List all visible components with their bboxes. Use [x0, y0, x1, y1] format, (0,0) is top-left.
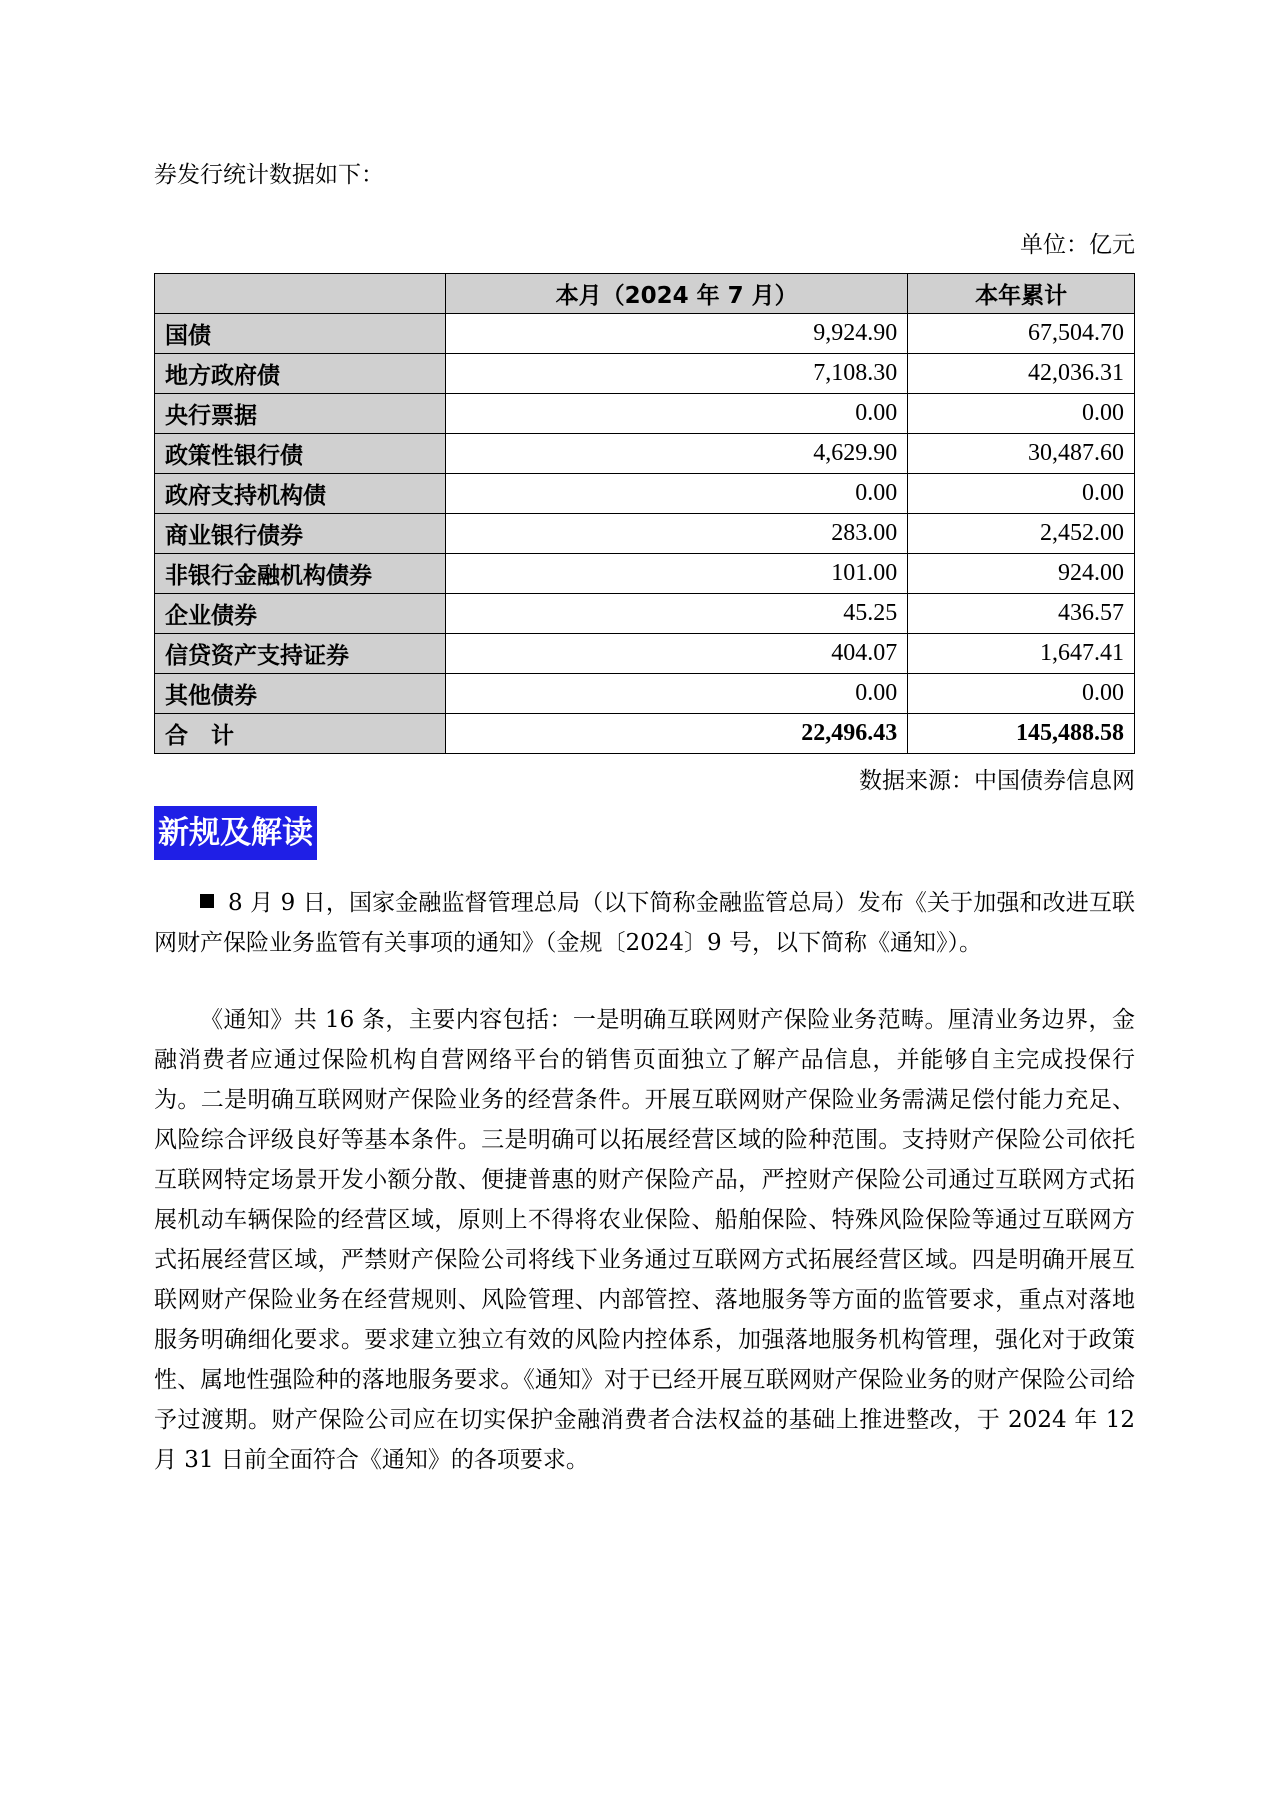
paragraph-text: 8 月 9 日，国家金融监督管理总局（以下简称金融监管总局）发布《关于加强和改进互联网财产保险业务监管有关事项的通知》（金规〔2024〕9 号，以下简称《通知》）。: [154, 890, 1135, 956]
row-label: 信贷资产支持证券: [155, 634, 446, 674]
row-month-value: 404.07: [446, 634, 908, 674]
row-ytd-value: 67,504.70: [908, 314, 1135, 354]
square-bullet-icon: [200, 894, 214, 908]
table-row: [155, 474, 1135, 514]
header-month: 本月（2024 年 7 月）: [446, 274, 908, 314]
table-header-row: [155, 274, 1135, 314]
row-label: 地方政府债: [155, 354, 446, 394]
header-ytd: 本年累计: [908, 274, 1135, 314]
table-row: [155, 674, 1135, 714]
row-label: 央行票据: [155, 394, 446, 434]
row-month-value: 283.00: [446, 514, 908, 554]
row-ytd-value: 436.57: [908, 594, 1135, 634]
row-month-value: 45.25: [446, 594, 908, 634]
row-label: 政策性银行债: [155, 434, 446, 474]
intro-text: 券发行统计数据如下：: [154, 162, 384, 188]
row-label: 政府支持机构债: [155, 474, 446, 514]
header-corner: [155, 274, 446, 314]
row-ytd-value: 2,452.00: [908, 514, 1135, 554]
news-paragraph: [154, 883, 1135, 963]
row-ytd-value: 0.00: [908, 674, 1135, 714]
table-row: [155, 354, 1135, 394]
row-ytd-value: 0.00: [908, 394, 1135, 434]
row-label: 非银行金融机构债券: [155, 554, 446, 594]
row-month-value: 0.00: [446, 674, 908, 714]
bond-issuance-table: [154, 273, 1135, 754]
row-month-value: 0.00: [446, 394, 908, 434]
detail-paragraph: 《通知》共 16 条，主要内容包括：一是明确互联网财产保险业务范畴。厘清业务边界，金融消费者应通过保险机构自营网络平台的销售页面独立了解产品信息，并能够自主完成投保行为。二是明确互联网财产保险业务的经营条件。开展互联网财产保险业务需满足偿付能力充足、风险综合评级良好等基本条件。三是明确可以拓展经营区域的险种范围。支持财产保险公司依托互联网特定场景开发小额分散、便捷普惠的财产保险产品，严控财产保险公司通过互联网方式拓展机动车辆保险的经营区域，原则上不得将农业保险、船舶保险、特殊风险保险等通过互联网方式拓展经营区域，严禁财产保险公司将线下业务通过互联网方式拓展经营区域。四是明确开展互联网财产保险业务在经营规则、风险管理、内部管控、落地服务等方面的监管要求，重点对落地服务明确细化要求。要求建立独立有效的风险内控体系，加强落地服务机构管理，强化对于政策性、属地性强险种的落地服务要求。《通知》对于已经开展互联网财产保险业务的财产保险公司给予过渡期。财产保险公司应在切实保护金融消费者合法权益的基础上推进整改，于 2024 年 12 月 31 日前全面符合《通知》的各项要求。: [154, 1007, 1135, 1473]
row-month-value: 9,924.90: [446, 314, 908, 354]
row-month-value: 0.00: [446, 474, 908, 514]
table-row: [155, 434, 1135, 474]
table-row: [155, 634, 1135, 674]
row-label: 其他债券: [155, 674, 446, 714]
table-row: [155, 394, 1135, 434]
row-ytd-value: 0.00: [908, 474, 1135, 514]
row-label: 商业银行债券: [155, 514, 446, 554]
row-month-value: 7,108.30: [446, 354, 908, 394]
table-total-row: [155, 714, 1135, 754]
row-ytd-value: 924.00: [908, 554, 1135, 594]
unit-label: 单位：亿元: [1020, 232, 1135, 258]
row-ytd-value: 42,036.31: [908, 354, 1135, 394]
table-row: [155, 514, 1135, 554]
total-month-value: 22,496.43: [446, 714, 908, 754]
total-ytd-value: 145,488.58: [908, 714, 1135, 754]
data-source-note: 数据来源：中国债券信息网: [859, 768, 1135, 794]
table-row: [155, 314, 1135, 354]
row-label: 企业债券: [155, 594, 446, 634]
row-ytd-value: 30,487.60: [908, 434, 1135, 474]
row-month-value: 4,629.90: [446, 434, 908, 474]
table-row: [155, 554, 1135, 594]
row-label: 国债: [155, 314, 446, 354]
table-row: [155, 594, 1135, 634]
total-label: 合 计: [155, 714, 446, 754]
row-month-value: 101.00: [446, 554, 908, 594]
row-ytd-value: 1,647.41: [908, 634, 1135, 674]
section-title: 新规及解读: [154, 806, 317, 860]
